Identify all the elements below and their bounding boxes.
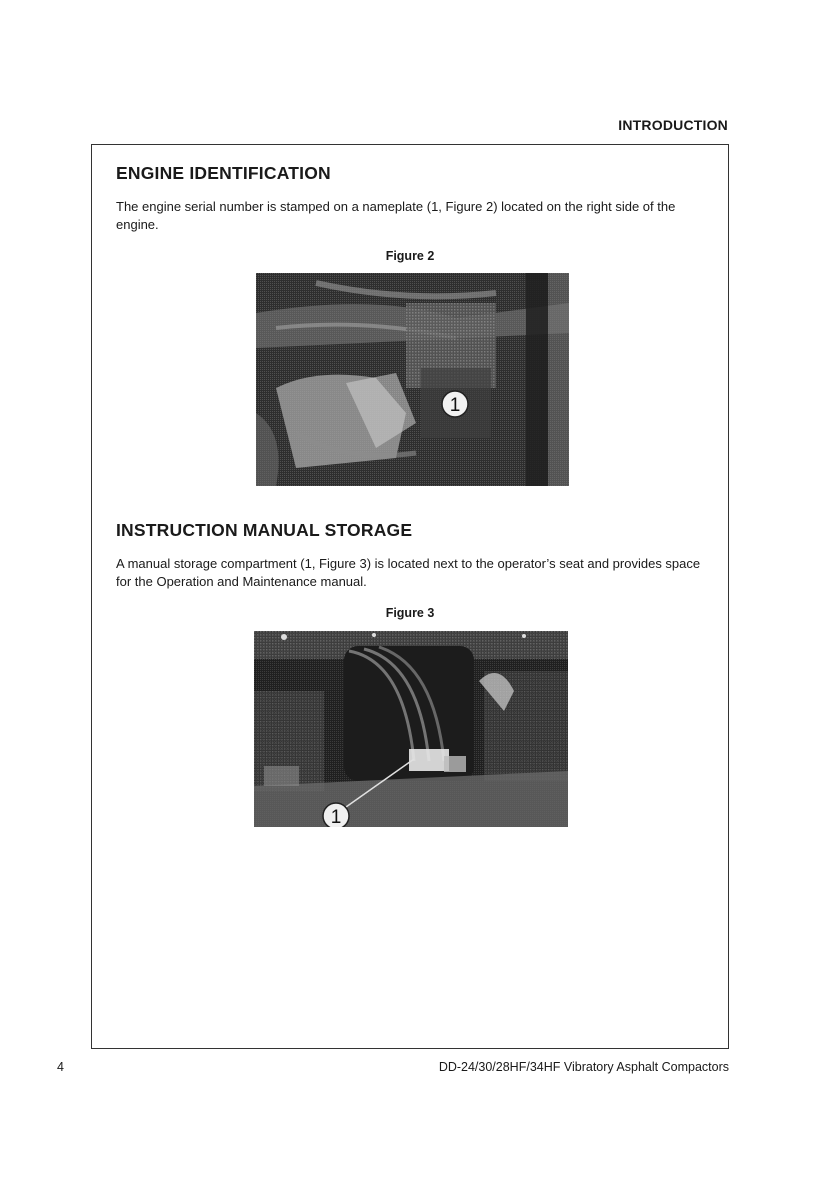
figure-3-storage-photo [254,631,568,827]
document-title: DD-24/30/28HF/34HF Vibratory Asphalt Compactors [438,1060,729,1074]
engine-identification-text: The engine serial number is stamped on a nameplate (1, Figure 2) located on the right side of the engine. [116,199,676,232]
manual-storage-text: A manual storage compartment (1, Figure 3) is located next to the operator’s seat and provides space for the Operation and Maintenance manual. [116,556,701,589]
running-header: INTRODUCTION [618,117,728,133]
figure-2-caption: Figure 2 [385,249,435,263]
manual-storage-heading: INSTRUCTION MANUAL STORAGE [116,520,413,540]
figure-3-callout-number: 1 [330,807,342,827]
page-number: 4 [57,1060,64,1074]
figure-3-caption: Figure 3 [385,606,435,620]
engine-identification-heading: ENGINE IDENTIFICATION [116,163,331,183]
figure-2-engine-photo [256,273,569,486]
figure-2-callout-number: 1 [449,395,461,416]
